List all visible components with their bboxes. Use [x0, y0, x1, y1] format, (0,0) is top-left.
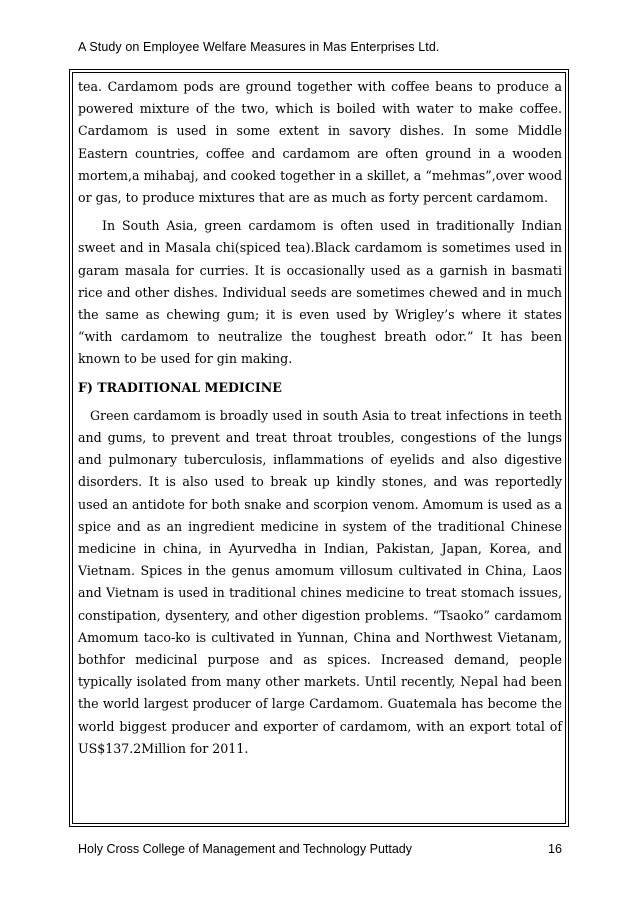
page-number: 16: [548, 842, 562, 856]
page-header: A Study on Employee Welfare Measures in Mas Enterprises Ltd.: [78, 40, 440, 54]
footer-institution: Holy Cross College of Management and Technology Puttady: [78, 842, 412, 856]
paragraph-traditional-medicine: Green cardamom is broadly used in south Asia to treat infections in teeth and gums, to prevent and treat throat troubles, congestions of the lungs and pulmonary tuberculosis, inflammations of eyelids and also digestive disorders. It is also used to break up kindly stones, and was reportedly used an antidote for both snake and scorpion venom. Amomum is used as a spice and as an ingredient medicine in system of the traditional Chinese medicine in china, in Ayurvedha in Indian, Pakistan, Japan, Korea, and Vietnam. Spices in the genus amomum villosum cultivated in China, Laos and Vietnam is used in traditional chines medicine to treat stomach issues, constipation, dysentery, and other digestion problems. “Tsaoko” cardamom Amomum taco-ko is cultivated in Yunnan, China and Northwest Vietanam, bothfor medicinal purpose and as spices. Increased demand, people typically isolated from many other markets. Until recently, Nepal had been the world largest producer of large Cardamom. Guatemala has become the world biggest producer and exporter of cardamom, with an export total of US$137.2Million for 2011.: [78, 407, 562, 756]
body-text: [78, 76, 562, 760]
paragraph-south-asia: In South Asia, green cardamom is often used in traditionally Indian sweet and in Masala chi(spiced tea).Black cardamom is sometimes used in garam masala for curries. It is occasionally used as a garnish in basmati rice and other dishes. Individual seeds are sometimes chewed and in much the same as chewing gum; it is even used by Wrigley’s where it states “with cardamom to neutralize the toughest breath odor.” It has been known to be used for gin making.: [78, 218, 562, 367]
paragraph-cardamom-coffee: tea. Cardamom pods are ground together with coffee beans to produce a powered mixture of the two, which is boiled with water to make coffee. Cardamom is used in some extent in savory dishes. In some Middle Eastern countries, coffee and cardamom are often ground in a wooden mortem,a mihabaj, and cooked together in a skillet, a “mehmas”,over wood or gas, to produce mixtures that are as much as forty percent cardamom.: [78, 79, 562, 206]
section-heading-traditional-medicine: F) TRADITIONAL MEDICINE: [78, 379, 282, 395]
